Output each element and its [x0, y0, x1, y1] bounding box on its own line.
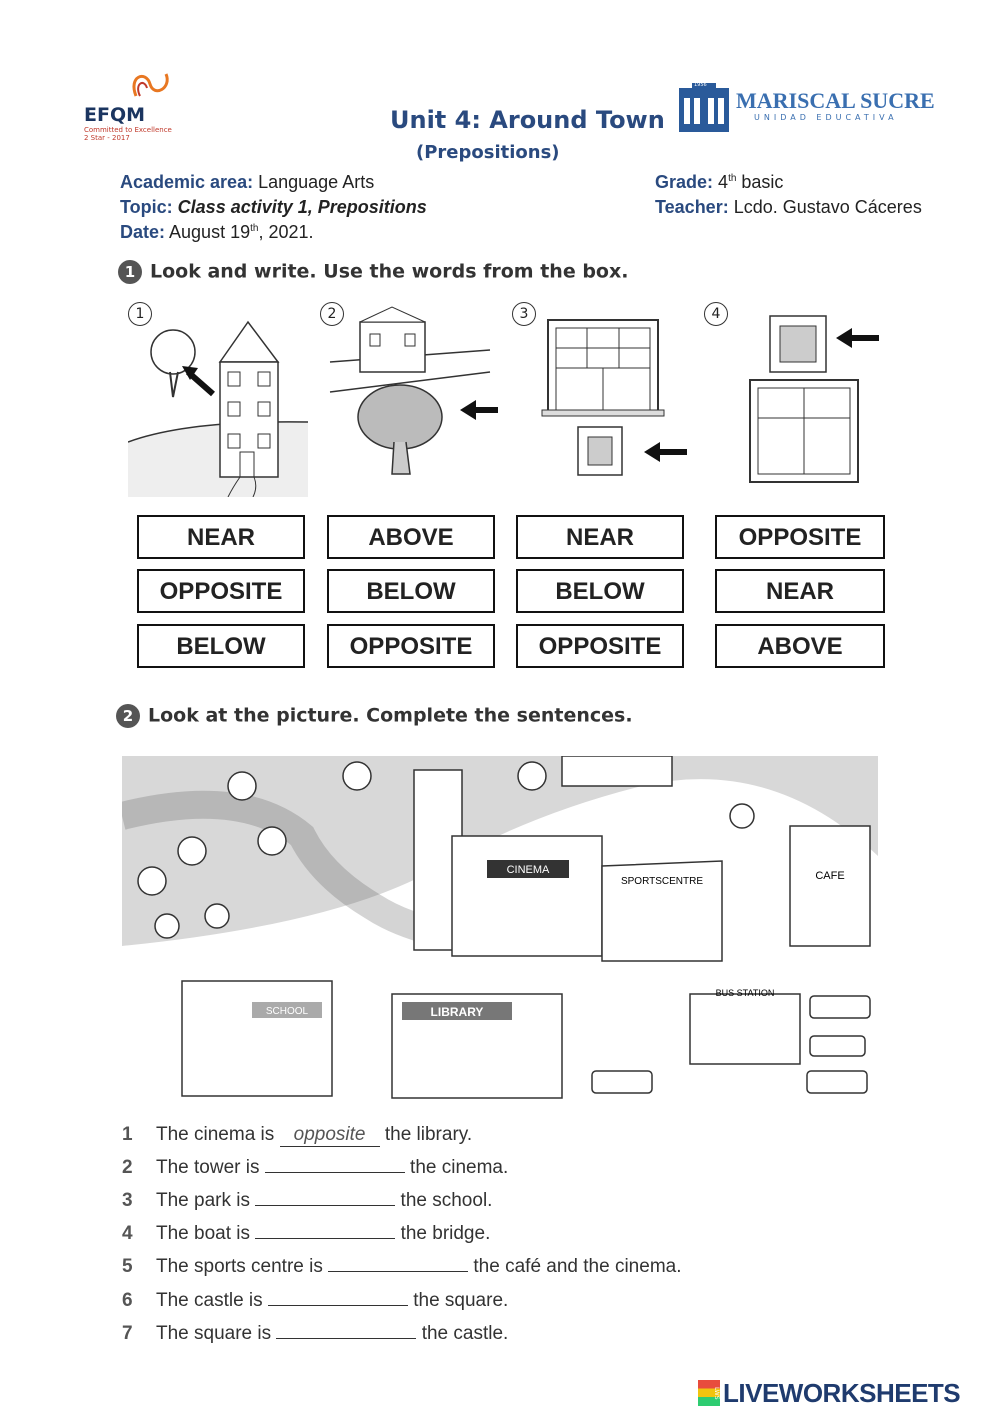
sentence-after: the school.: [400, 1190, 493, 1211]
teacher-value: Lcdo. Gustavo Cáceres: [733, 197, 922, 217]
sentence-after: the café and the cinema.: [473, 1256, 682, 1277]
sentence-3: [122, 1190, 492, 1212]
sentence-number: 5: [122, 1256, 133, 1277]
window-picture-icon: [512, 302, 692, 497]
option-box[interactable]: NEAR: [715, 569, 885, 613]
teacher-label: Teacher:: [655, 197, 729, 217]
option-box[interactable]: ABOVE: [327, 515, 495, 559]
school-building-icon: [678, 82, 732, 134]
option-box[interactable]: BELOW: [137, 624, 305, 668]
answer-blank[interactable]: [255, 1238, 395, 1239]
picture-2-number: 2: [320, 302, 344, 326]
efqm-logo: [84, 66, 194, 146]
picture-4-number: 4: [704, 302, 728, 326]
library-label: LIBRARY: [430, 1005, 484, 1019]
answer-blank[interactable]: [255, 1205, 395, 1206]
page-subtitle: (Prepositions): [416, 142, 560, 163]
answer-blank[interactable]: [328, 1271, 468, 1272]
sentence-after: the square.: [413, 1290, 509, 1311]
town-map-icon: [122, 756, 878, 1102]
date-sup: th: [250, 223, 259, 234]
liveworksheets-text: LIVEWORKSHEETS: [723, 1377, 961, 1408]
academic-area: [120, 172, 374, 193]
efqm-text: EFQM: [84, 104, 146, 126]
sentence-4: [122, 1223, 490, 1245]
exercise1-number: 1: [118, 260, 142, 284]
option-box[interactable]: NEAR: [137, 515, 305, 559]
cafe-label: CAFE: [815, 870, 845, 882]
liveworksheets-mark-icon: LWS: [698, 1380, 720, 1406]
sentence-number: 7: [122, 1323, 133, 1344]
sentence-before: The cinema is: [156, 1124, 275, 1145]
academic-area-label: Academic area:: [120, 172, 254, 192]
grade-sup: th: [728, 173, 737, 184]
answer-blank[interactable]: [276, 1338, 416, 1339]
option-box[interactable]: OPPOSITE: [516, 624, 684, 668]
picture-2: [320, 302, 500, 497]
topic-value: Class activity 1, Prepositions: [177, 197, 427, 217]
school-label: SCHOOL: [265, 1006, 309, 1017]
sentence-5: [122, 1256, 682, 1278]
picture-4: [704, 302, 884, 497]
answer-blank[interactable]: [268, 1305, 408, 1306]
picture-3: [512, 302, 692, 497]
window-picture-icon: [704, 302, 884, 497]
exercise2-text: Look at the picture. Complete the sentences.: [148, 704, 633, 727]
sentence-before: The sports centre is: [156, 1256, 323, 1277]
sentence-number: 4: [122, 1223, 133, 1244]
option-box[interactable]: NEAR: [516, 515, 684, 559]
bus-label: BUS STATION: [715, 988, 775, 998]
exercise1-instruction: [118, 260, 628, 284]
school-logo: [678, 82, 948, 134]
liveworksheets-logo: [698, 1378, 960, 1408]
efqm-sub1: Committed to Excellence: [84, 126, 172, 134]
academic-area-value: Language Arts: [258, 172, 375, 192]
option-box[interactable]: BELOW: [327, 569, 495, 613]
sentence-before: The square is: [156, 1323, 272, 1344]
exercise2-number: 2: [116, 704, 140, 728]
picture-3-number: 3: [512, 302, 536, 326]
school-sub: UNIDAD EDUCATIVA: [754, 113, 898, 122]
option-box[interactable]: OPPOSITE: [715, 515, 885, 559]
house-tree-icon: [128, 302, 308, 497]
answer-blank[interactable]: [265, 1172, 405, 1173]
sentence-before: The castle is: [156, 1290, 263, 1311]
sentence-after: the bridge.: [400, 1223, 491, 1244]
picture-1: [128, 302, 308, 497]
sentence-number: 3: [122, 1190, 133, 1211]
date-prefix: August 19: [169, 222, 251, 242]
picture-1-number: 1: [128, 302, 152, 326]
sentence-after: the castle.: [421, 1323, 509, 1344]
efqm-sub2: 2 Star - 2017: [84, 134, 130, 142]
page-title: Unit 4: Around Town: [390, 106, 665, 134]
sentence-before: The tower is: [156, 1157, 260, 1178]
date-suffix: , 2021.: [258, 222, 314, 242]
exercise2-instruction: [116, 704, 633, 728]
sentence-before: The boat is: [156, 1223, 250, 1244]
grade-label: Grade:: [655, 172, 714, 192]
answer-blank[interactable]: opposite: [280, 1124, 380, 1147]
date-label: Date:: [120, 222, 166, 242]
option-box[interactable]: OPPOSITE: [327, 624, 495, 668]
exercise1-text: Look and write. Use the words from the box.: [150, 260, 629, 283]
cinema-label: CINEMA: [506, 864, 550, 876]
option-box[interactable]: ABOVE: [715, 624, 885, 668]
school-name: MARISCAL SUCRE: [736, 88, 935, 113]
grade-num: 4: [718, 172, 729, 192]
grade-suffix: basic: [736, 172, 784, 192]
efqm-swirl-icon: [84, 66, 194, 106]
teacher: [655, 197, 922, 218]
sentence-7: [122, 1323, 508, 1345]
sentence-6: [122, 1290, 508, 1312]
sports-label: SPORTSCENTRE: [620, 876, 704, 887]
option-box[interactable]: OPPOSITE: [137, 569, 305, 613]
house-tree-icon: [320, 302, 500, 497]
sentence-number: 1: [122, 1124, 133, 1145]
date: [120, 222, 313, 243]
sentence-after: the cinema.: [410, 1157, 509, 1178]
topic-label: Topic:: [120, 197, 173, 217]
sentence-after: the library.: [384, 1124, 473, 1145]
sentence-2: [122, 1157, 508, 1179]
topic: [120, 197, 427, 218]
sentence-number: 2: [122, 1157, 133, 1178]
sentence-1: [122, 1124, 472, 1147]
town-map: [122, 756, 878, 1102]
sentence-number: 6: [122, 1290, 133, 1311]
sentence-before: The park is: [156, 1190, 250, 1211]
option-box[interactable]: BELOW: [516, 569, 684, 613]
school-logo-year: 1956: [694, 82, 707, 88]
grade: [655, 172, 783, 193]
